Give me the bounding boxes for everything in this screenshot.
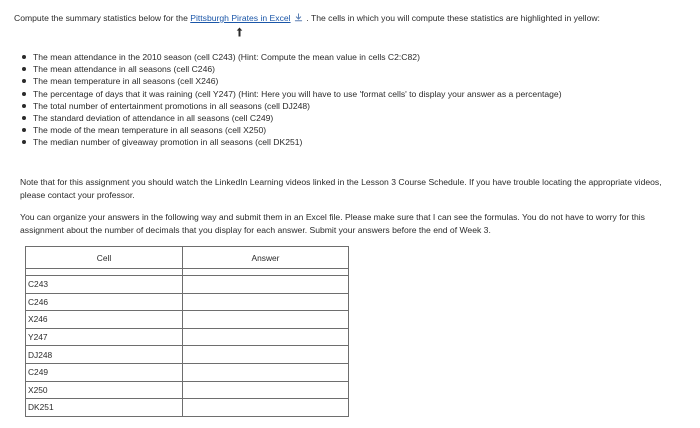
pirates-excel-link[interactable]: Pittsburgh Pirates in Excel [190, 13, 291, 23]
answer-cell[interactable] [183, 381, 349, 399]
intro-suffix: . The cells in which you will compute these statistics are highlighted in yellow: [303, 13, 600, 23]
answer-cell[interactable] [183, 346, 349, 364]
table-row [26, 276, 349, 294]
list-item: The percentage of days that it was raining (cell Y247) (Hint: Here you will have to use 'format cells' to display your answer as a percentage) [20, 88, 562, 100]
answer-column-header: Answer [183, 247, 349, 269]
table-row [26, 346, 349, 364]
cell-reference: DK251 [26, 399, 183, 417]
answer-cell[interactable] [183, 399, 349, 417]
table-row [26, 399, 349, 417]
list-item: The mode of the mean temperature in all seasons (cell X250) [20, 124, 562, 136]
table-row [26, 363, 349, 381]
cell-reference: C246 [26, 293, 183, 311]
table-row [26, 311, 349, 329]
download-icon[interactable] [294, 13, 303, 22]
list-item: The median number of giveaway promotion in all seasons (cell DK251) [20, 136, 562, 148]
cell-reference: Y247 [26, 328, 183, 346]
cell-reference: C249 [26, 363, 183, 381]
list-item: The mean attendance in the 2010 season (cell C243) (Hint: Compute the mean value in cells C2:C82) [20, 51, 562, 63]
task-list [20, 51, 562, 149]
answer-cell[interactable] [183, 293, 349, 311]
cell-reference: C243 [26, 276, 183, 294]
table-spacer-row [26, 269, 349, 276]
answer-table [25, 246, 349, 417]
answer-cell[interactable] [183, 328, 349, 346]
answer-cell[interactable] [183, 276, 349, 294]
instructions-intro [14, 12, 684, 25]
intro-prefix: Compute the summary statistics below for the [14, 13, 191, 23]
list-item: The total number of entertainment promotions in all seasons (cell DJ248) [20, 100, 562, 112]
cell-reference: DJ248 [26, 346, 183, 364]
list-item: The mean temperature in all seasons (cell X246) [20, 75, 562, 87]
answer-cell[interactable] [183, 311, 349, 329]
cell-reference: X250 [26, 381, 183, 399]
mouse-cursor-icon [236, 27, 243, 37]
note-paragraph: Note that for this assignment you should watch the LinkedIn Learning videos linked in the Lesson 3 Course Schedule. If you have trouble locating the appropriate videos, please contact your professor. [20, 177, 662, 200]
cell-reference: X246 [26, 311, 183, 329]
table-row [26, 381, 349, 399]
organize-paragraph: You can organize your answers in the following way and submit them in an Excel file. Please make sure that I can see the formulas. You do not have to worry for this assignment about the number of decimals that you display for each answer. Submit your answers before the end of Week 3. [20, 212, 645, 235]
table-header-row [26, 247, 349, 269]
table-row [26, 293, 349, 311]
table-row [26, 328, 349, 346]
list-item: The standard deviation of attendance in all seasons (cell C249) [20, 112, 562, 124]
answer-cell[interactable] [183, 363, 349, 381]
list-item: The mean attendance in all seasons (cell C246) [20, 63, 562, 75]
cell-column-header: Cell [26, 247, 183, 269]
